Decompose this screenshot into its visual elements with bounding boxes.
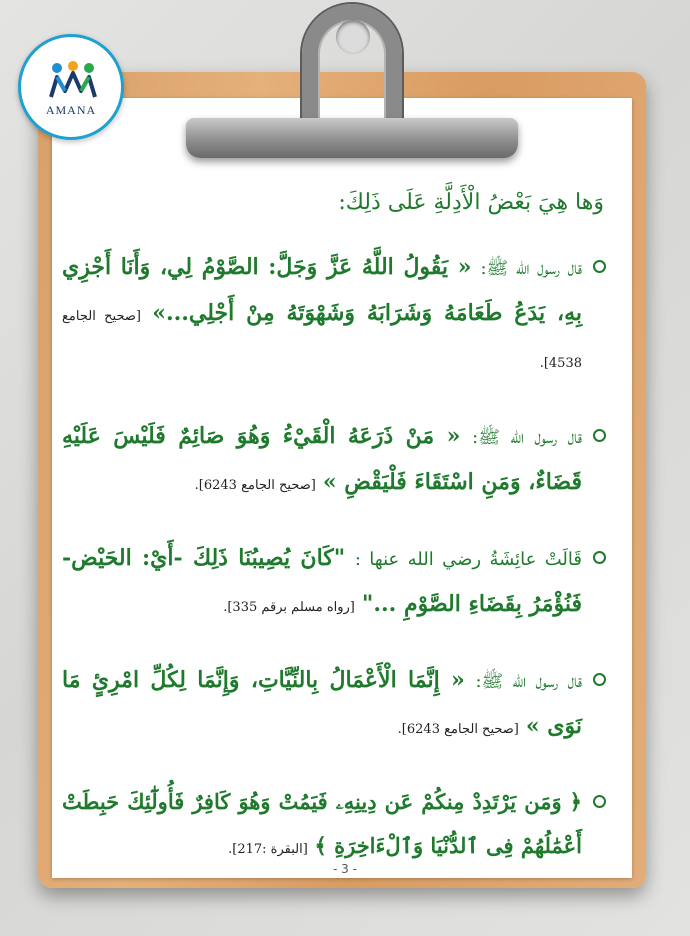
evidence-item	[62, 245, 608, 386]
reference: [صحيح الجامع 4538].	[62, 309, 582, 371]
quote-text: « يَقُولُ اللَّهُ عَزَّ وَجَلَّ: الصَّوْمُ لِي، وَأَنَا أَجْزِي بِهِ، يَدَعُ طَعَامَهُ وَشَرَابَهُ وَشَهْوَتَهُ مِنْ أَجْلِي...»	[62, 254, 582, 326]
intro-heading: وَها هِيَ بَعْضُ الْأَدِلَّةِ عَلَى ذَلِكَ:	[338, 190, 604, 215]
quote-text: « مَنْ ذَرَعَهُ الْقَيْءُ وَهُوَ صَائِمٌ فَلَيْسَ عَلَيْهِ قَضَاءٌ، وَمَنِ اسْتَقَاءَ فَلْيَقْضِ »	[62, 423, 582, 495]
quran-verse-text: ﴿ وَمَن يَرْتَدِدْ مِنكُمْ عَن دِينِهِۦ فَيَمُتْ وَهُوَ كَافِرٌ فَأُولَٰٓئِكَ حَبِطَتْ أَعْمَٰلُهُمْ فِى ٱلدُّنْيَا وَٱلْءَاخِرَةِ ﴾	[62, 789, 582, 858]
circle-bullet-icon	[593, 795, 606, 808]
sayer: قال رسول الله ﷺ:	[480, 258, 583, 279]
logo-text: AMANA	[45, 103, 97, 117]
quran-verse-item	[62, 780, 608, 872]
evidence-item	[62, 414, 608, 508]
quote-text: "كَانَ يُصِيبُنَا ذَلِكَ -أَيْ: الحَيْض- فَنُؤْمَرُ بِقَضَاءِ الصَّوْمِ ..."	[62, 545, 582, 617]
sayer: قال رسول الله ﷺ:	[472, 427, 583, 448]
reference: [صحيح الجامع 6243].	[397, 722, 519, 737]
circle-bullet-icon	[593, 673, 606, 686]
page-number: - 3 -	[333, 862, 357, 876]
circle-bullet-icon	[593, 429, 606, 442]
reference: [صحيح الجامع 6243].	[194, 478, 316, 493]
reference: [البقرة :217].	[228, 842, 308, 857]
sayer: قال رسول الله ﷺ:	[475, 671, 582, 692]
reference: [رواه مسلم برقم 335].	[223, 600, 355, 615]
clip-hole	[336, 20, 370, 54]
page-content	[62, 190, 608, 900]
people-icon	[47, 61, 99, 101]
evidence-item	[62, 658, 608, 752]
clip-plate	[186, 118, 518, 158]
amana-logo	[18, 34, 124, 140]
circle-bullet-icon	[593, 260, 606, 273]
circle-bullet-icon	[593, 551, 606, 564]
sayer: قَالَتْ عائِشَةُ رضي الله عنها :	[354, 549, 583, 570]
quote-text: « إِنَّمَا الْأَعْمَالُ بِالنِّيَّاتِ، وَإِنَّمَا لِكُلِّ امْرِئٍ مَا نَوَى »	[62, 667, 582, 739]
evidence-item	[62, 536, 608, 630]
